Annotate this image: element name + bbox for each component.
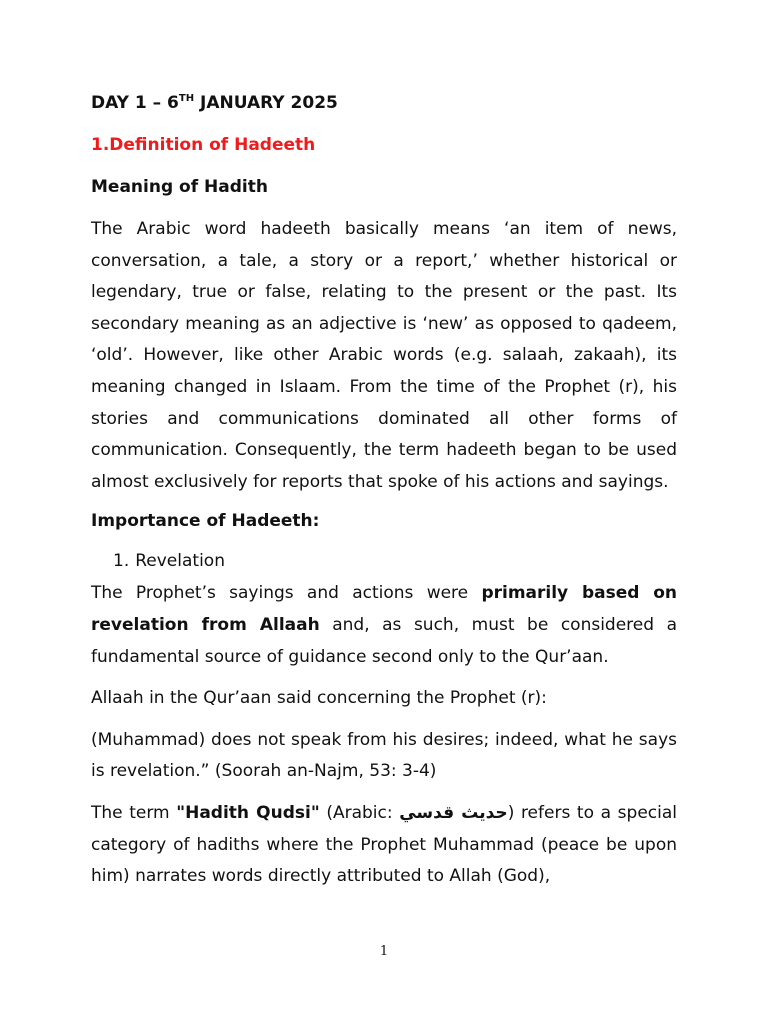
revelation-text-after: and, as such, must be considered a fundamental source of guidance second only to the Qur’aan. xyxy=(91,614,677,667)
day-heading-prefix: DAY 1 – 6 xyxy=(91,93,179,113)
qudsi-arabic-text: حديث قدسي xyxy=(399,802,508,823)
revelation-text-bold: primarily based on revelation from Allaah xyxy=(91,583,677,635)
list-item-revelation xyxy=(91,548,677,574)
quote-paragraph: (Muhammad) does not speak from his desires; indeed, what he says is revelation.” (Soorah an-Najm, 53: 3-4) xyxy=(91,729,677,782)
revelation-text-before: The Prophet’s sayings and actions were xyxy=(91,583,482,604)
page-content xyxy=(91,90,677,893)
meaning-heading: Meaning of Hadith xyxy=(91,177,268,197)
qudsi-arabic-prefix: (Arabic: xyxy=(319,802,400,823)
meaning-paragraph: The Arabic word hadeeth basically means ‘an item of news, conversation, a tale, a story or a report,’ whether historical or legendary, true or false, relating to the present or the past. Its secondary meaning as an adjective is ‘new’ as opposed to qadeem, ‘old’. However, like other Arabic words (e.g. salaah, zakaah), its meaning changed in Islaam. From the time of the Prophet (r), his stories and communications dominated all other forms of communication. Consequently, the term hadeeth began to be used almost exclusively for reports that spoke of his actions and sayings. xyxy=(91,219,677,492)
day-heading-superscript: TH xyxy=(178,93,195,104)
qudsi-paragraph xyxy=(91,798,677,893)
list-item-number: 1. xyxy=(113,551,130,572)
day-heading xyxy=(91,90,677,116)
quran-intro: Allaah in the Qur’aan said concerning the Prophet (r): xyxy=(91,688,547,709)
day-heading-suffix: JANUARY 2025 xyxy=(194,93,338,113)
qudsi-term: "Hadith Qudsi" xyxy=(176,802,320,823)
section-title: 1.Definition of Hadeeth xyxy=(91,135,316,155)
list-item-label: Revelation xyxy=(135,551,225,572)
revelation-paragraph xyxy=(91,578,677,673)
page-number: 1 xyxy=(379,944,389,959)
qudsi-text-after: ) refers to a special category of hadiths where the Prophet Muhammad (peace be upon him) narrates words directly attributed to Allah (God), xyxy=(91,802,677,887)
qudsi-text-before: The term xyxy=(91,802,177,823)
importance-heading: Importance of Hadeeth: xyxy=(91,511,320,532)
